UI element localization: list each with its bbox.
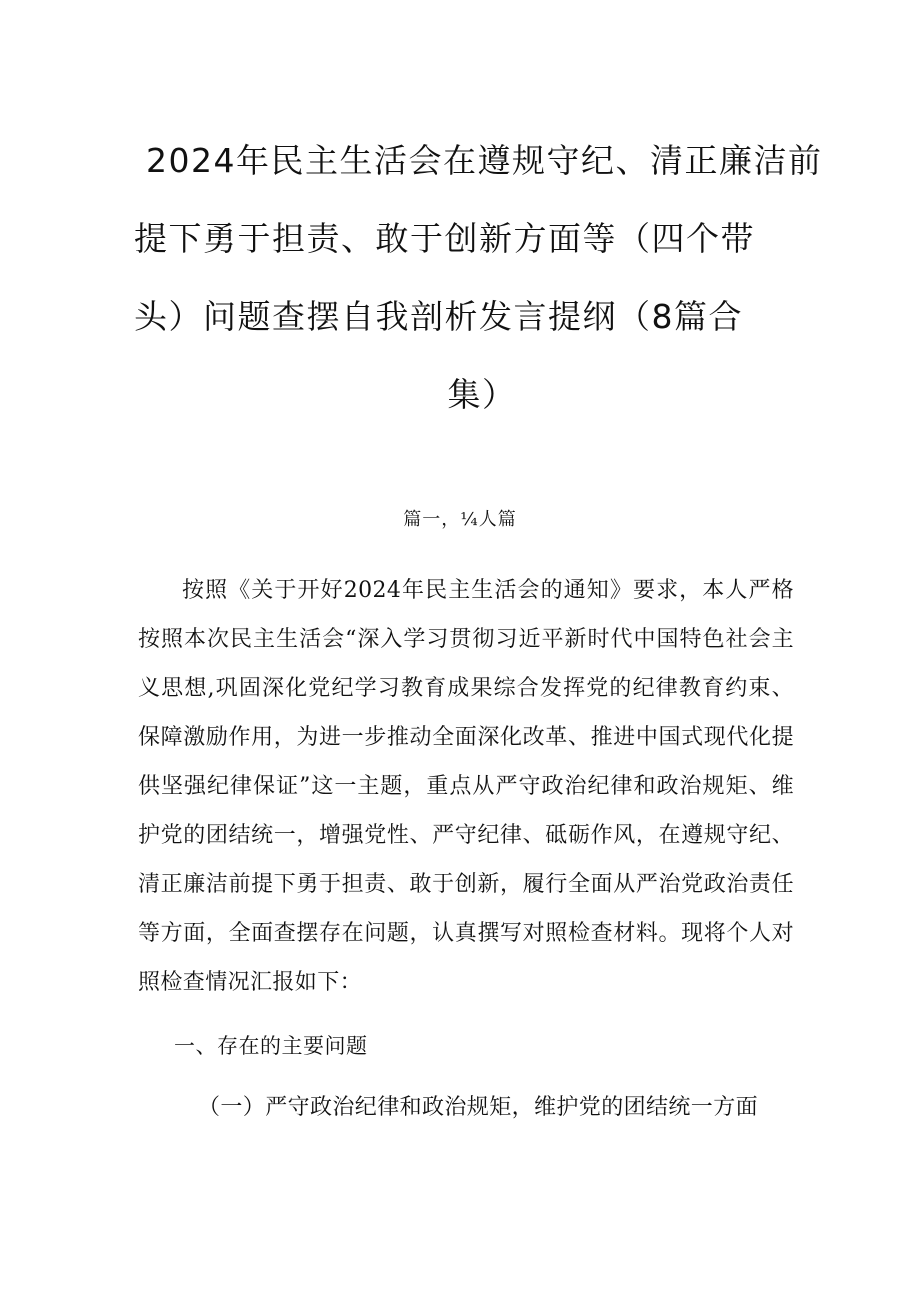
title-line-4: 集） [447, 375, 517, 414]
sub-section-heading: （一）严守政治纪律和政治规矩，维护党的团结统一方面 [198, 1095, 759, 1120]
article-subheading: 篇一，¼人篇 [403, 509, 517, 530]
title-line-2: 提下勇于担责、敢于创新方面等（四个带 [134, 219, 755, 258]
document-title [130, 122, 823, 434]
title-line-3: 头）问题查摆自我剖析发言提纲（8篇合 [134, 297, 743, 336]
section-heading: 一、存在的主要问题 [174, 1034, 368, 1058]
intro-paragraph: 按照《关于开好2024年民主生活会的通知》要求，本人严格按照本次民主生活会“深入学习贯彻习近平新时代中国特色社会主义思想,巩固深化党纪学习教育成果综合发挥党的纪律教育约束、保障激励作用，为进一步推动全面深化改革、推进中国式现代化提供坚强纪律保证”这一主题，重点从严守政治纪律和政治规矩、维护党的团结统一，增强党性、严守纪律、砥砺作风，在遵规守纪、清正廉洁前提下勇于担责、敢于创新，履行全面从严治党政治责任等方面，全面查摆存在问题，认真撰写对照检查材料。现将个人对照检查情况汇报如下： [138, 578, 794, 995]
title-line-1: 2024年民主生活会在遵规守纪、清正廉洁前 [146, 141, 823, 180]
